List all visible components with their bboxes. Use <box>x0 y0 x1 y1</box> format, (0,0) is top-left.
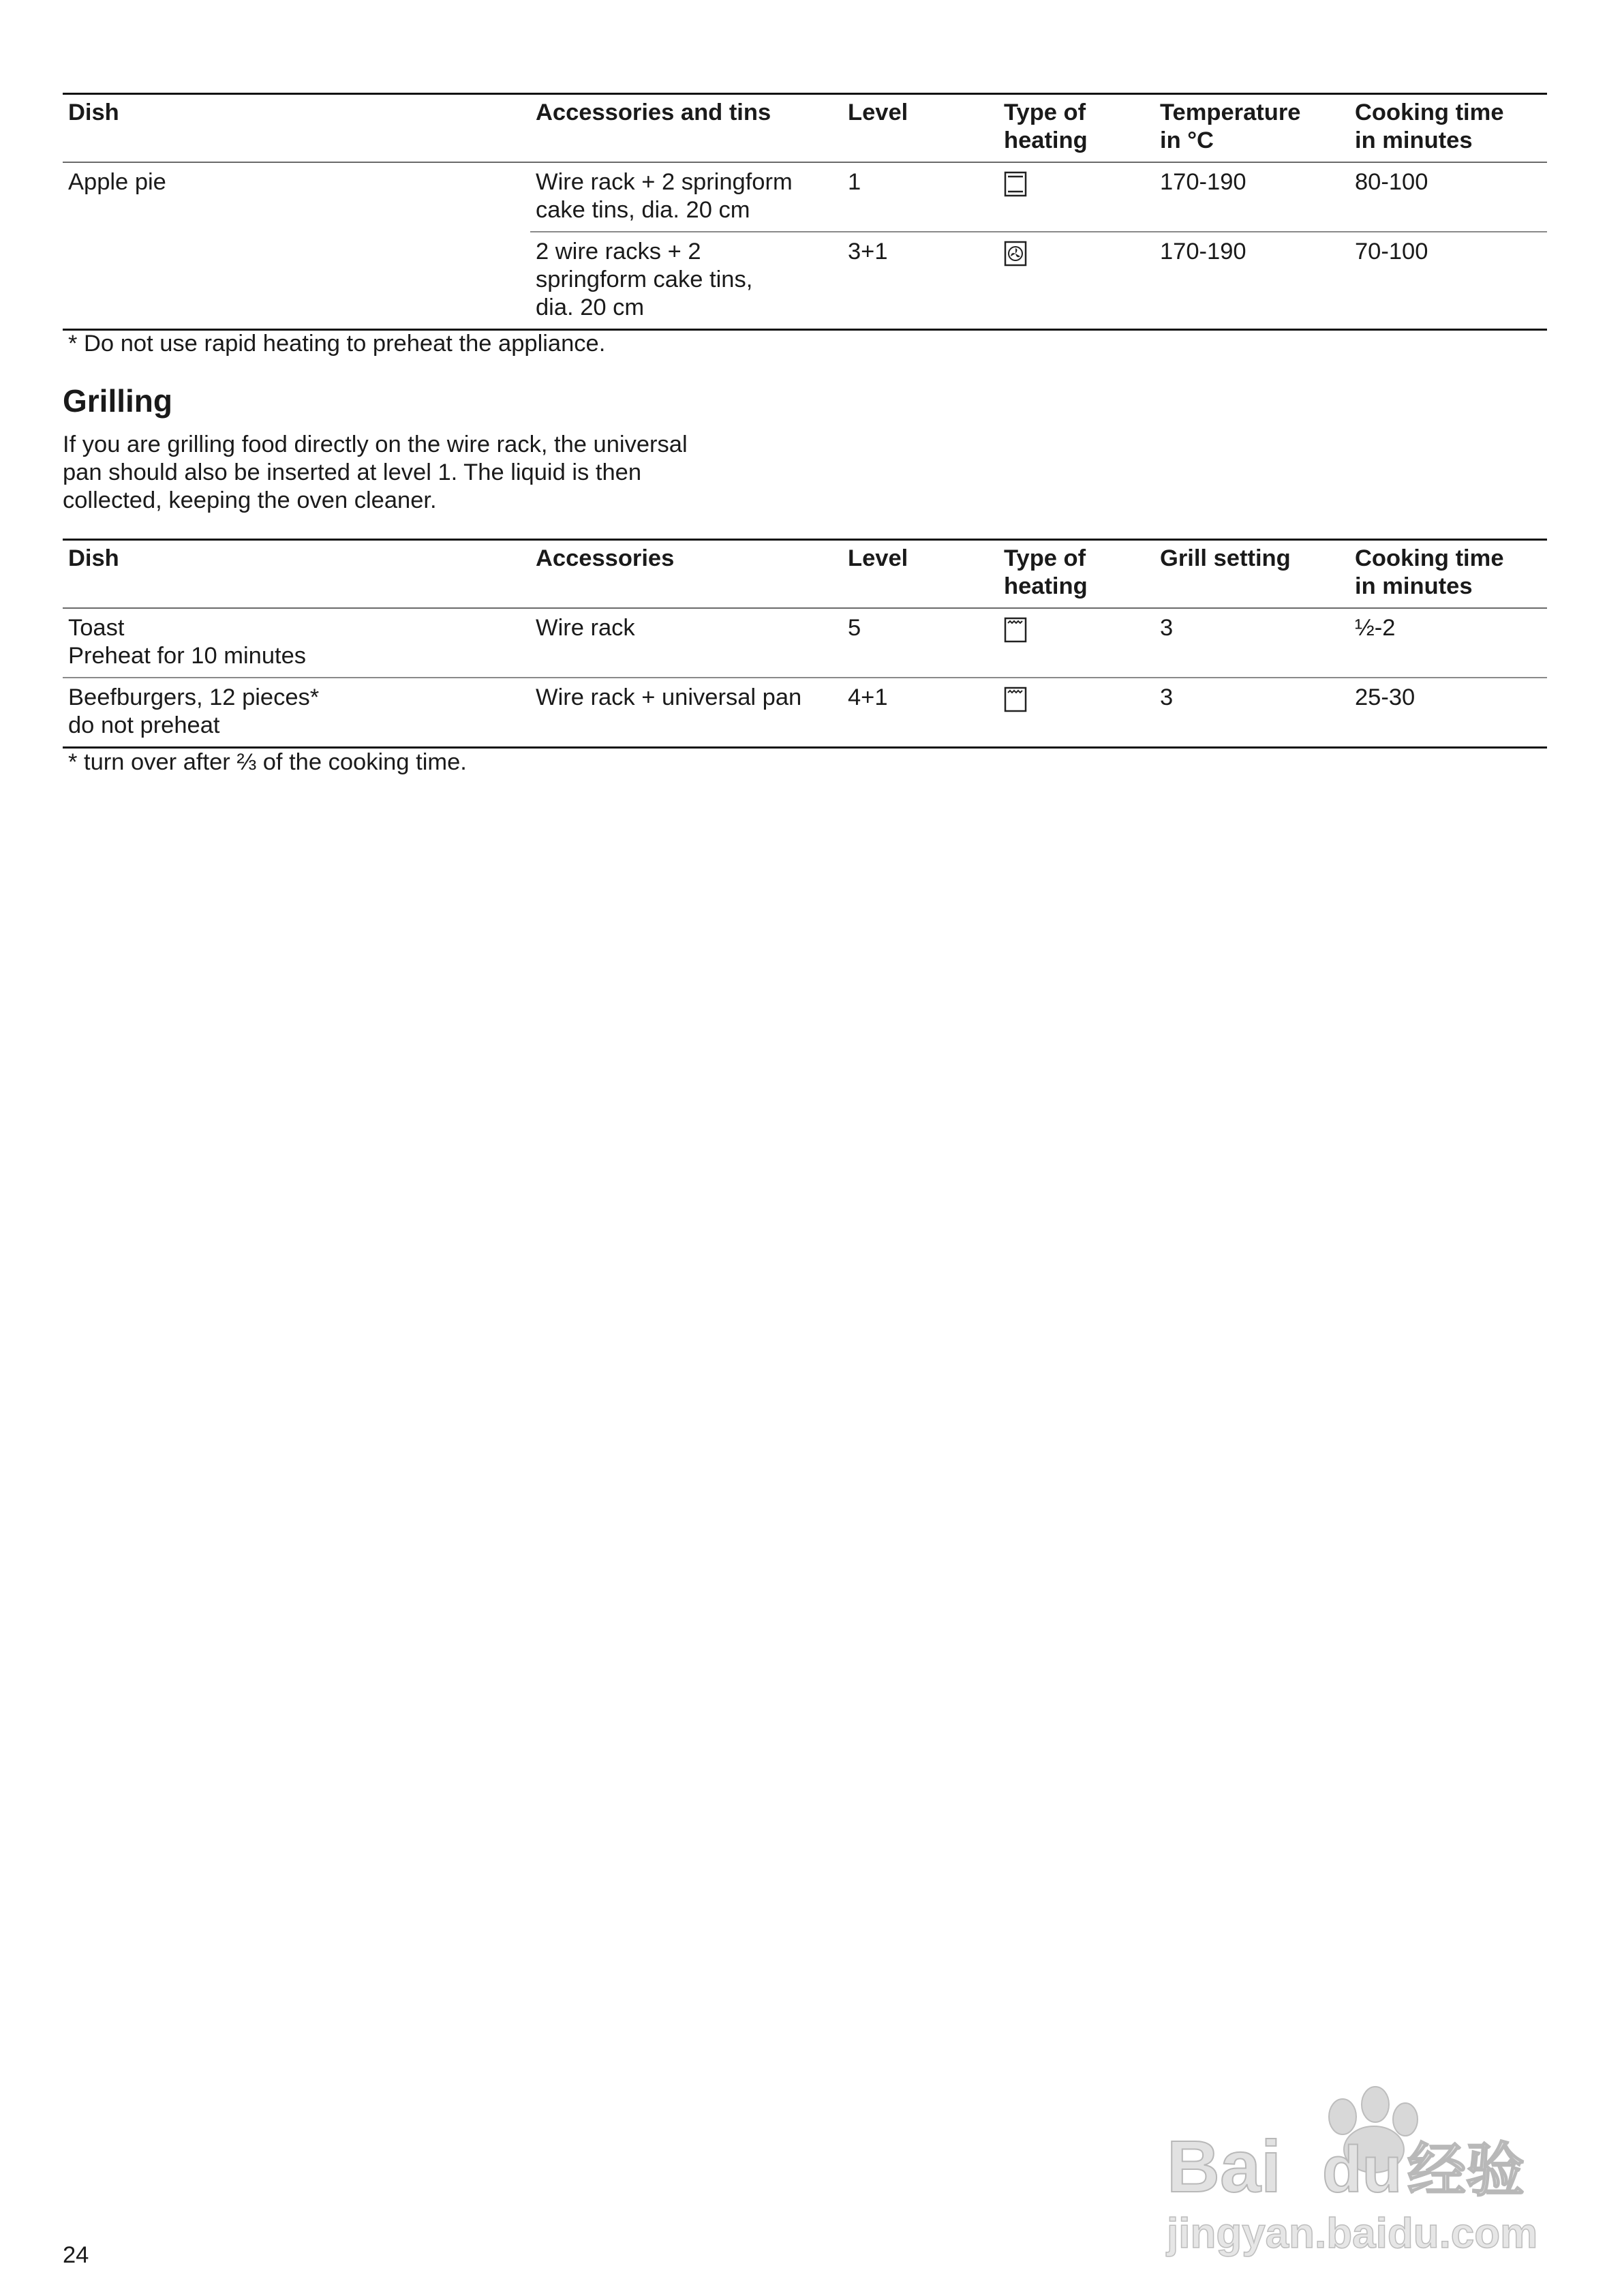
cell-heating <box>998 232 1154 330</box>
header-dish: Dish <box>68 100 119 125</box>
header-time-line2: in minutes <box>1355 127 1473 153</box>
table-row <box>63 162 1547 232</box>
cell-grill-setting: 3 <box>1160 615 1174 641</box>
cell-level: 5 <box>848 615 861 641</box>
header-heating-line1: Type of <box>1004 100 1086 125</box>
paragraph-line3: collected, keeping the oven cleaner. <box>63 487 437 513</box>
header-heating-line1: Type of <box>1004 545 1086 571</box>
cell-level: 1 <box>848 169 861 195</box>
header-heating <box>998 540 1154 609</box>
baking-table-header <box>63 94 1547 163</box>
svg-text:du: du <box>1322 2133 1403 2206</box>
cell-heating <box>998 678 1154 748</box>
header-heating <box>998 94 1154 163</box>
header-level: Level <box>848 545 908 571</box>
header-heating-line2: heating <box>1004 127 1088 153</box>
cell-accessories-line1: Wire rack + 2 springform <box>536 169 793 195</box>
section-heading: Grilling <box>63 383 172 419</box>
cell-temperature: 170-190 <box>1160 239 1246 265</box>
grilling-paragraph <box>63 431 785 515</box>
header-time-line2: in minutes <box>1355 573 1473 599</box>
page-number: 24 <box>63 2242 89 2268</box>
header-temperature-line2: in °C <box>1160 127 1214 153</box>
cell-dish-line2: Preheat for 10 minutes <box>68 643 307 669</box>
table-row <box>63 608 1547 678</box>
header-time-line1: Cooking time <box>1355 100 1504 125</box>
cell-accessories <box>530 162 842 232</box>
cell-accessories-line2: cake tins, dia. 20 cm <box>536 197 750 223</box>
header-dish: Dish <box>68 545 119 571</box>
cell-accessories: Wire rack <box>536 615 635 641</box>
cell-dish <box>63 608 530 678</box>
cell-dish-line2: do not preheat <box>68 712 220 738</box>
header-accessories: Accessories <box>536 545 675 571</box>
cell-dish-line1: Beefburgers, 12 pieces* <box>68 684 320 710</box>
baidu-jingyan-watermark <box>1159 2069 1540 2260</box>
header-heating-line2: heating <box>1004 573 1088 599</box>
cell-dish-line1: Toast <box>68 615 125 641</box>
cell-accessories-line3: dia. 20 cm <box>536 294 645 320</box>
cell-cooking-time: 25-30 <box>1355 684 1416 710</box>
cell-level: 3+1 <box>848 239 888 265</box>
cell-cooking-time: 70-100 <box>1355 239 1428 265</box>
hot-air-fan-icon <box>1004 241 1027 267</box>
cell-level: 4+1 <box>848 684 888 710</box>
cell-temperature: 170-190 <box>1160 169 1246 195</box>
cell-accessories-line2: springform cake tins, <box>536 267 753 292</box>
header-cooking-time <box>1349 540 1547 609</box>
paragraph-line1: If you are grilling food directly on the wire rack, the universal <box>63 432 688 457</box>
cell-grill-setting: 3 <box>1160 684 1174 710</box>
header-cooking-time <box>1349 94 1547 163</box>
cell-heating <box>998 608 1154 678</box>
cell-dish: Apple pie <box>63 162 530 330</box>
header-level: Level <box>848 100 908 125</box>
paragraph-line2: pan should also be inserted at level 1. The liquid is then <box>63 459 642 485</box>
cell-heating <box>998 162 1154 232</box>
svg-text:jingyan.baidu.com: jingyan.baidu.com <box>1167 2210 1538 2257</box>
baking-table <box>63 93 1547 331</box>
svg-text:Bai: Bai <box>1167 2125 1282 2207</box>
full-width-grill-icon <box>1004 686 1027 712</box>
full-width-grill-icon <box>1004 617 1027 643</box>
header-grill-setting: Grill setting <box>1160 545 1291 571</box>
grill-table <box>63 539 1547 749</box>
header-temperature <box>1154 94 1349 163</box>
table-row <box>63 678 1547 748</box>
header-time-line1: Cooking time <box>1355 545 1504 571</box>
cell-accessories <box>530 232 842 330</box>
grill-table-header <box>63 540 1547 609</box>
cell-accessories-line1: 2 wire racks + 2 <box>536 239 701 265</box>
header-temperature-line1: Temperature <box>1160 100 1301 125</box>
cell-cooking-time: ½-2 <box>1355 615 1396 641</box>
svg-text:经验: 经验 <box>1407 2136 1525 2205</box>
baking-footnote: * Do not use rapid heating to preheat the appliance. <box>68 331 606 357</box>
grill-footnote: * turn over after ⅔ of the cooking time. <box>68 749 467 775</box>
header-accessories: Accessories and tins <box>536 100 771 125</box>
top-bottom-heat-icon <box>1004 171 1027 197</box>
cell-dish <box>63 678 530 748</box>
cell-cooking-time: 80-100 <box>1355 169 1428 195</box>
cell-accessories: Wire rack + universal pan <box>536 684 802 710</box>
